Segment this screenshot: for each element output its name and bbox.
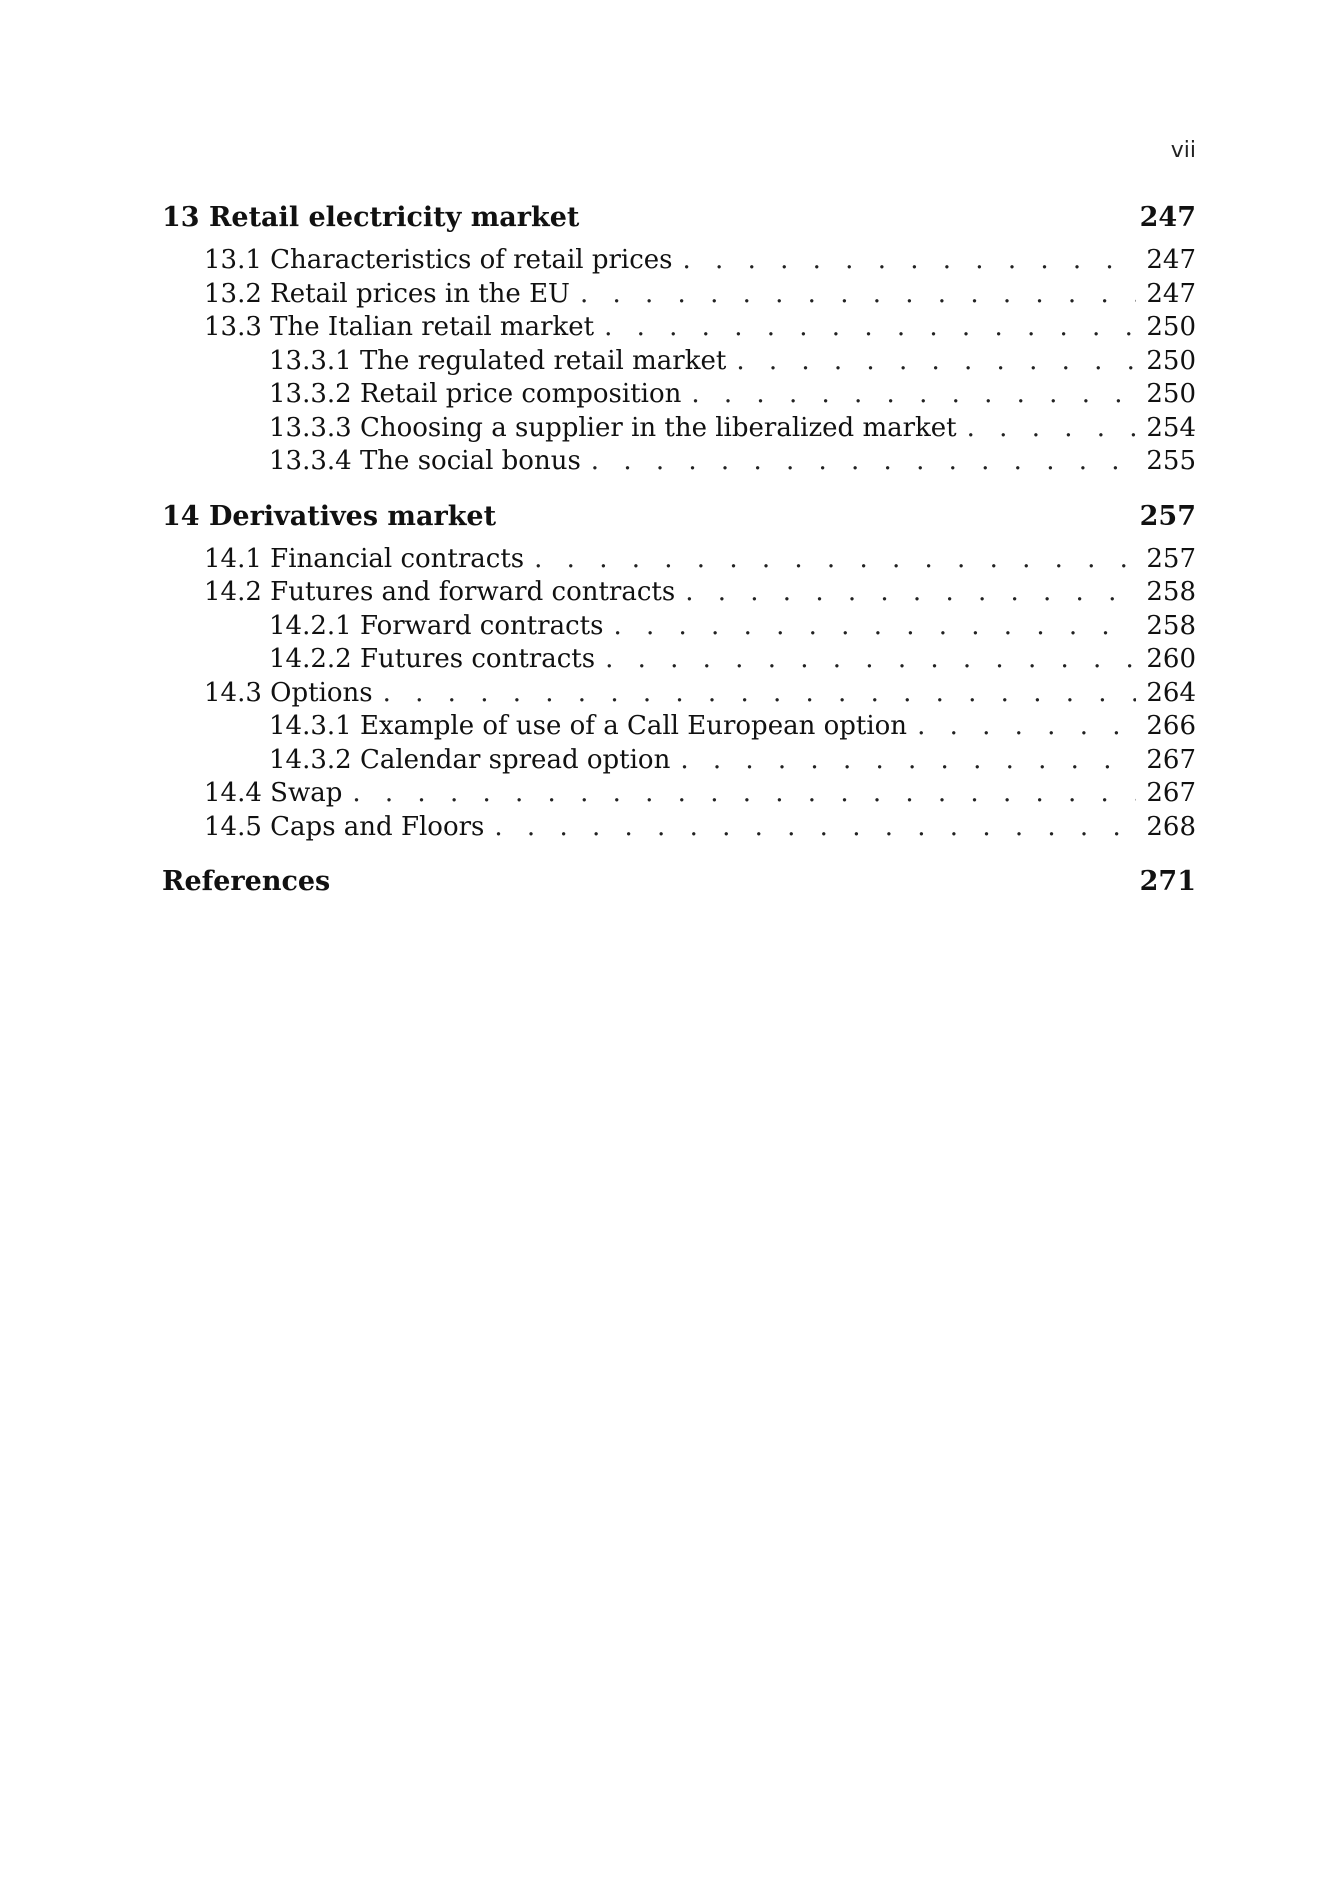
entry-title: 14.2 Futures and forward contracts [204,577,676,607]
toc-entry-14-4[interactable] [162,777,1196,811]
chapter-title: References [162,866,331,897]
leader-dots [605,643,1136,677]
entry-page: 247 [1146,278,1196,309]
chapter-heading[interactable] [162,497,1196,537]
chapter-title: 14 Derivatives market [162,500,497,532]
entry-page: 250 [1146,345,1196,376]
leader-dots [591,445,1137,479]
entry-title: 14.3.2 Calendar spread option [269,744,671,775]
leader-dots [691,378,1136,412]
entry-title: 13.2 Retail prices in the EU [204,278,570,309]
leader-dots [613,610,1136,644]
leader-dots [580,278,1136,312]
toc-entry-14-3-2[interactable] [162,744,1196,778]
toc-entry-14-5[interactable] [162,811,1196,845]
entry-page: 250 [1146,379,1196,409]
leader-dots [383,677,1137,711]
page-number: vii [1170,138,1196,163]
entry-page: 267 [1146,744,1196,775]
toc-entry-14-3-1[interactable] [162,710,1196,744]
entry-title: 13.3.1 The regulated retail market [269,345,727,376]
entry-page: 267 [1146,778,1196,808]
toc-entry-13-3[interactable] [162,311,1196,345]
toc-entry-14-2-1[interactable] [162,610,1196,644]
leader-dots [680,744,1136,778]
entry-title: 13.3.3 Choosing a supplier in the liberalized market [269,412,957,443]
entry-page: 257 [1146,543,1196,574]
leader-dots [967,412,1137,446]
entry-page: 258 [1146,610,1196,641]
table-of-contents [162,198,1196,920]
entry-page: 250 [1146,312,1196,342]
entry-title: 13.3 The Italian retail market [204,312,595,342]
leader-dots [917,710,1136,744]
entry-title: 14.2.2 Futures contracts [269,644,596,674]
entry-title: 14.5 Caps and Floors [204,811,485,842]
chapter-title: 13 Retail electricity market [162,202,580,233]
entry-title: 14.3 Options [204,677,373,708]
references-section [162,862,1196,902]
chapter-14 [162,497,1196,845]
entry-page: 268 [1146,811,1196,842]
leader-dots [685,576,1136,610]
leader-dots [736,345,1136,379]
entry-title: 13.3.4 The social bonus [269,446,581,476]
chapter-heading[interactable] [162,198,1196,238]
entry-page: 266 [1146,711,1196,741]
leader-dots [604,311,1136,345]
leader-dots [494,811,1136,845]
toc-entry-13-3-2[interactable] [162,378,1196,412]
entry-page: 264 [1146,677,1196,708]
toc-entry-13-2[interactable] [162,278,1196,312]
chapter-page: 247 [1139,202,1196,233]
entry-page: 247 [1146,245,1196,275]
entry-page: 258 [1146,577,1196,607]
chapter-page: 257 [1139,500,1196,532]
toc-entry-14-2-2[interactable] [162,643,1196,677]
toc-entry-14-2[interactable] [162,576,1196,610]
chapter-page: 271 [1139,866,1196,897]
toc-entry-13-3-1[interactable] [162,345,1196,379]
entry-title: 14.1 Financial contracts [204,543,525,574]
toc-entry-14-1[interactable] [162,543,1196,577]
entry-title: 13.1 Characteristics of retail prices [204,245,673,275]
toc-entry-13-3-3[interactable] [162,412,1196,446]
entry-title: 14.2.1 Forward contracts [269,610,604,641]
entry-title: 14.3.1 Example of use of a Call European option [269,711,908,741]
chapter-heading[interactable] [162,862,1196,902]
entry-page: 254 [1146,412,1196,443]
entry-page: 255 [1146,446,1196,476]
chapter-13 [162,198,1196,479]
entry-title: 13.3.2 Retail price composition [269,379,682,409]
entry-page: 260 [1146,644,1196,674]
entry-title: 14.4 Swap [204,778,343,808]
leader-dots [534,543,1136,577]
toc-entry-13-3-4[interactable] [162,445,1196,479]
leader-dots [683,244,1137,278]
toc-entry-14-3[interactable] [162,677,1196,711]
toc-entry-13-1[interactable] [162,244,1196,278]
leader-dots [352,777,1136,811]
